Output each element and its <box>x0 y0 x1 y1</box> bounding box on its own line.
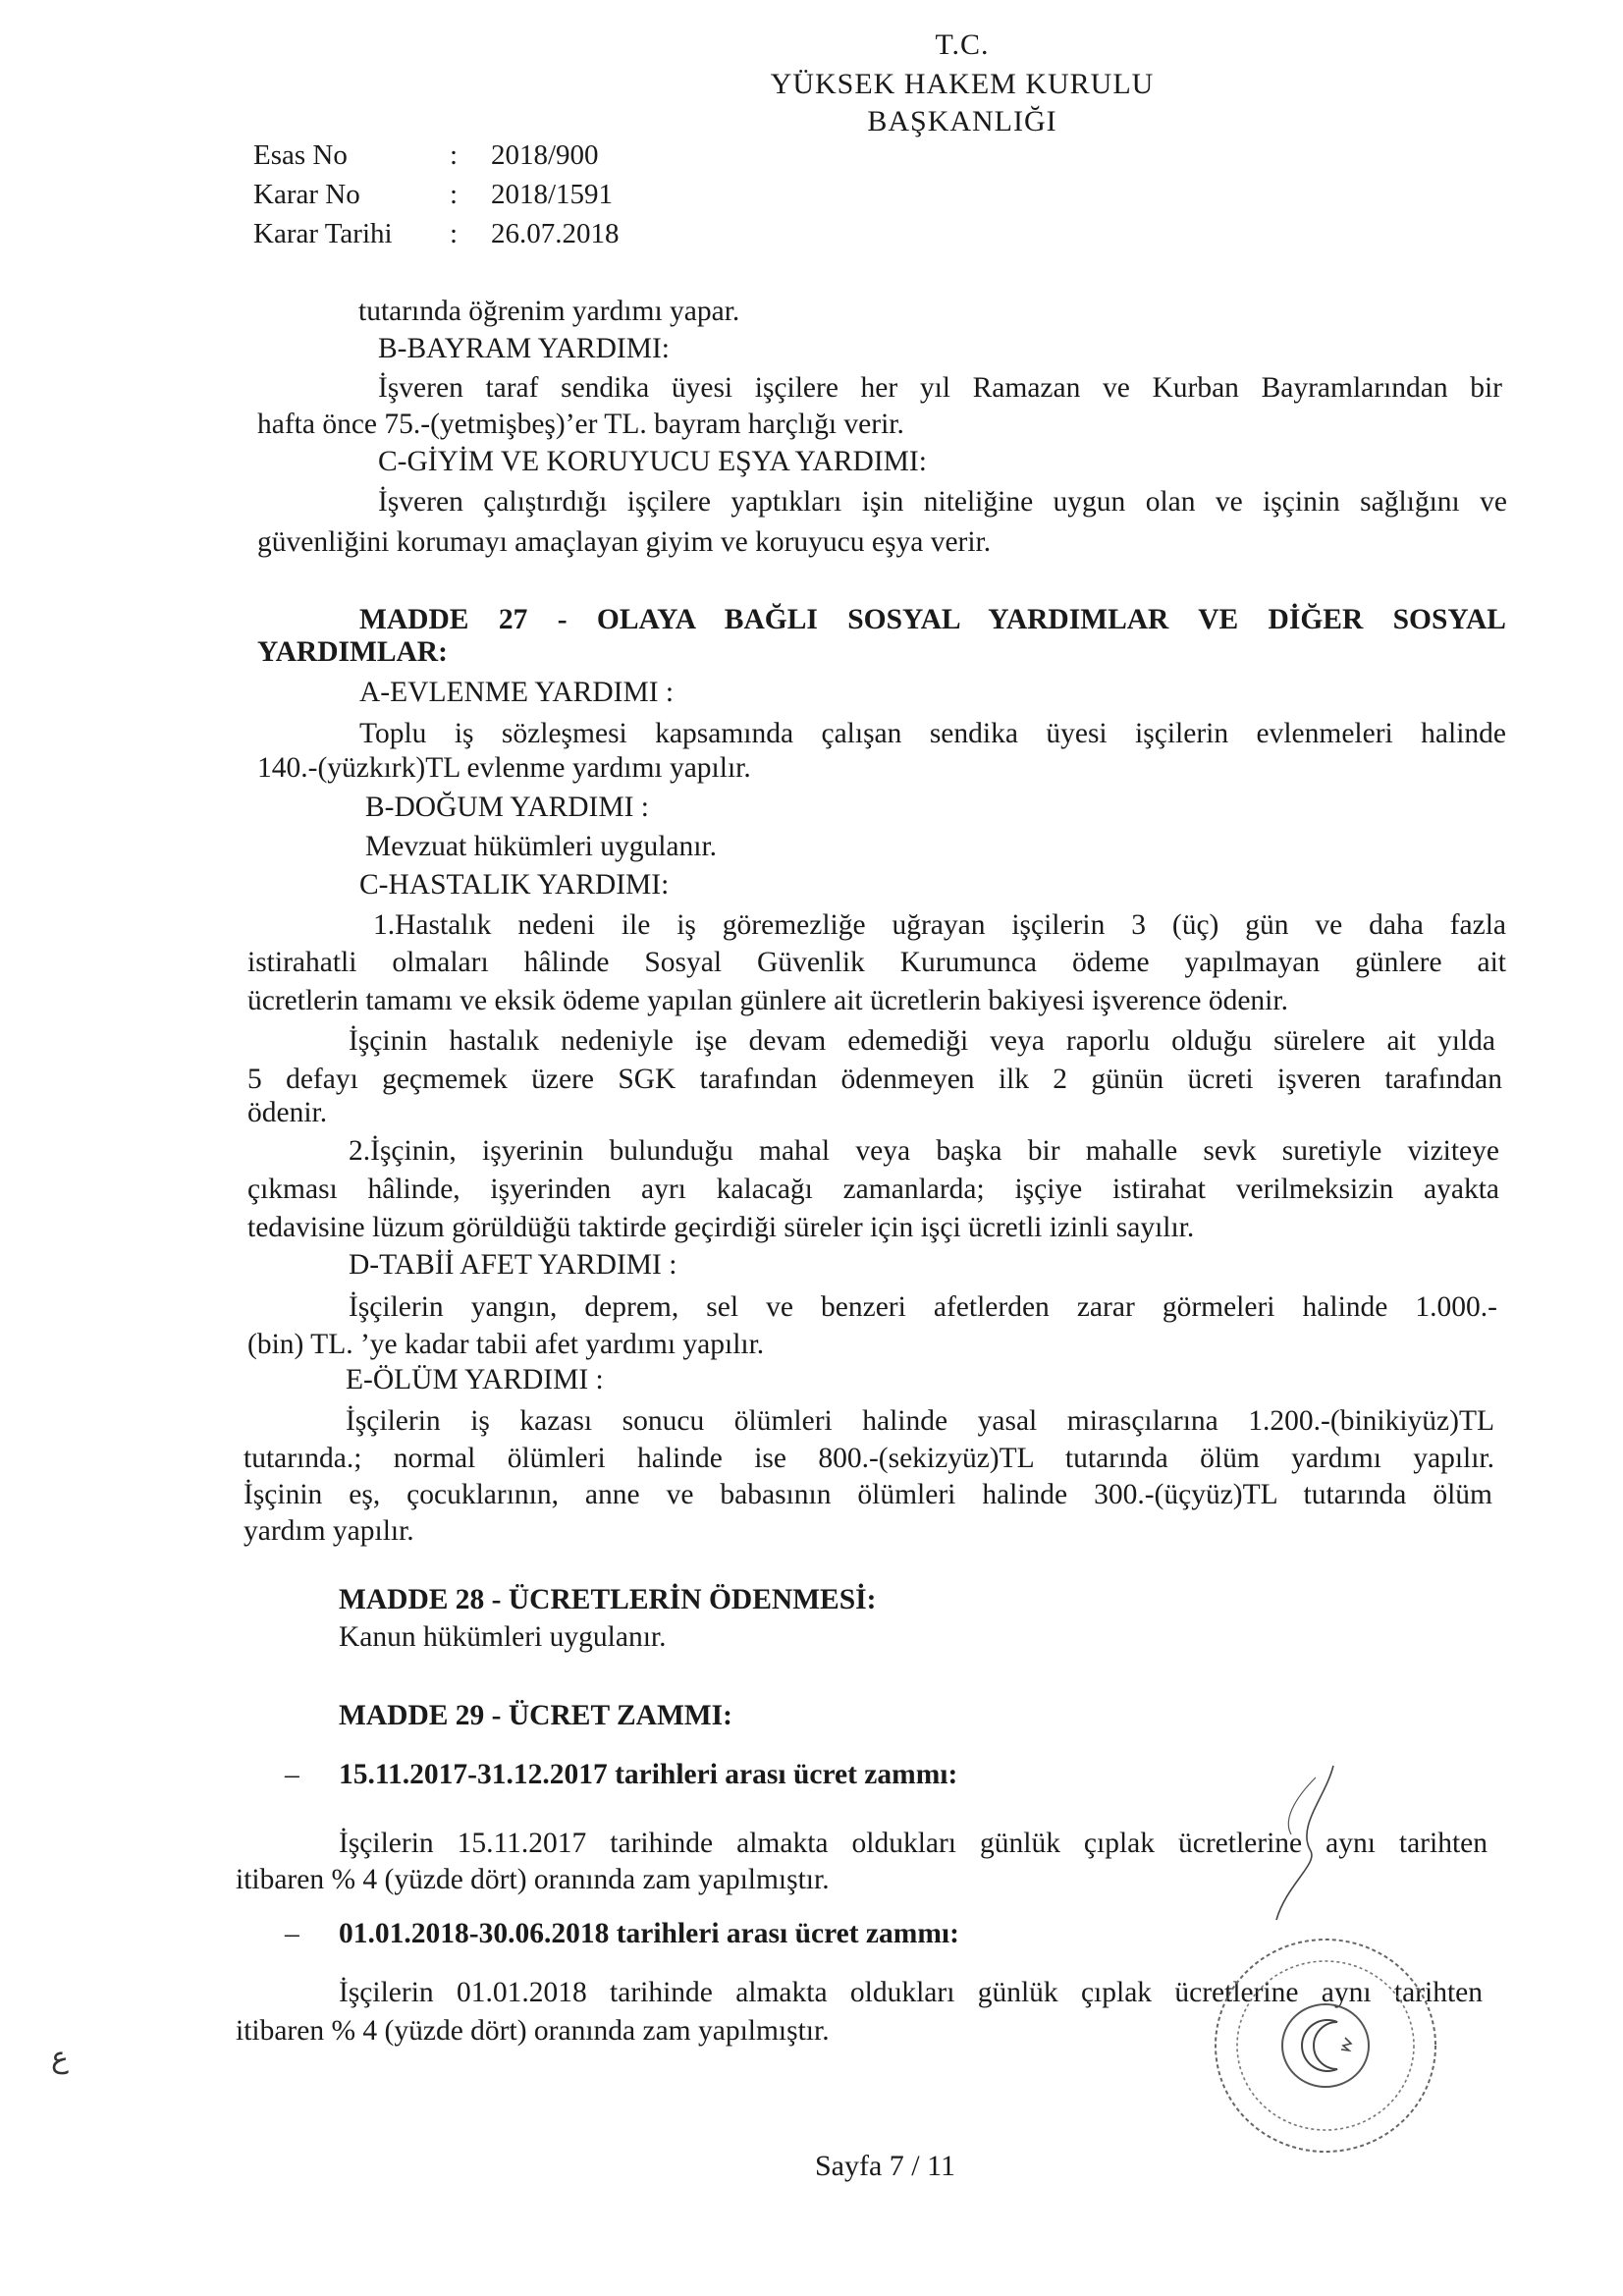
meta-row-esas <box>253 136 620 175</box>
meta-value: 2018/1591 <box>491 179 614 210</box>
header-department: BAŞKANLIĞI <box>867 105 1057 137</box>
body-line: tutarında öğrenim yardımı yapar. <box>358 296 740 327</box>
body-line: 140.-(yüzkırk)TL evlenme yardımı yapılır. <box>257 752 751 784</box>
subsection-heading: 01.01.2018-30.06.2018 tarihleri arası ücret zammı: <box>339 1918 959 1949</box>
bullet-dash: – <box>285 1759 299 1790</box>
article-heading: MADDE 29 - ÜCRET ZAMMI: <box>339 1700 732 1731</box>
header-institution: YÜKSEK HAKEM KURULU <box>770 68 1155 100</box>
body-line: yardım yapılır. <box>243 1515 414 1547</box>
section-heading: C-HASTALIK YARDIMI: <box>359 869 670 901</box>
section-heading: A-EVLENME YARDIMI : <box>359 677 675 708</box>
body-line: İşçilerin 01.01.2018 tarihinde almakta oldukları günlük çıplak ücretlerine aynı tarihten <box>339 1977 1483 2008</box>
section-heading: E-ÖLÜM YARDIMI : <box>346 1364 604 1395</box>
body-line: (bin) TL. ’ye kadar tabii afet yardımı yapılır. <box>247 1329 765 1360</box>
meta-label: Karar No <box>253 179 360 210</box>
body-line: İşçilerin iş kazası sonucu ölümleri halinde yasal mirasçılarına 1.200.-(binikiyüz)TL <box>346 1405 1494 1437</box>
subsection-heading: 15.11.2017-31.12.2017 tarihleri arası ücret zammı: <box>339 1759 958 1790</box>
body-line: ücretlerin tamamı ve eksik ödeme yapılan günlere ait ücretlerin bakiyesi işverence ödenir. <box>247 985 1288 1016</box>
body-line: Kanun hükümleri uygulanır. <box>339 1621 667 1653</box>
body-line: tedavisine lüzum görüldüğü taktirde geçirdiği süreler için işçi ücretli izinli sayılır. <box>247 1212 1195 1243</box>
article-heading: MADDE 28 - ÜCRETLERİN ÖDENMESİ: <box>339 1584 877 1615</box>
body-line: Toplu iş sözleşmesi kapsamında çalışan sendika üyesi işçilerin evlenmeleri halinde <box>359 718 1506 749</box>
page-number: Sayfa 7 / 11 <box>815 2150 956 2182</box>
meta-label: Karar Tarihi <box>253 218 393 249</box>
meta-sep: : <box>450 139 459 171</box>
body-line: İşçilerin yangın, deprem, sel ve benzeri afetlerden zarar görmeleri halinde 1.000.- <box>349 1291 1497 1323</box>
body-line: İşveren çalıştırdığı işçilere yaptıkları işin niteliğine uygun olan ve işçinin sağlığını ve <box>378 486 1507 518</box>
meta-label: Esas No <box>253 139 348 171</box>
header-tc: T.C. <box>935 28 990 61</box>
body-line: çıkması hâlinde, işyerinden ayrı kalacağı zamanlarda; işçiye istirahat verilmeksizin ayakta <box>247 1174 1499 1205</box>
body-line: İşveren taraf sendika üyesi işçilere her yıl Ramazan ve Kurban Bayramlarından bir <box>378 372 1502 404</box>
meta-row-tarih <box>253 214 620 253</box>
body-line: tutarında.; normal ölümleri halinde ise 800.-(sekizyüz)TL tutarında ölüm yardımı yapılır. <box>243 1443 1494 1474</box>
body-line: İşçinin hastalık nedeniyle işe devam edemediği veya raporlu olduğu sürelere ait yılda <box>349 1025 1495 1057</box>
bullet-dash: – <box>285 1918 299 1949</box>
meta-value: 26.07.2018 <box>491 218 620 249</box>
section-heading: B-BAYRAM YARDIMI: <box>378 333 670 364</box>
body-line: İşçilerin 15.11.2017 tarihinde almakta oldukları günlük çıplak ücretlerine aynı tarihten <box>339 1828 1488 1859</box>
signature-mark <box>1257 1758 1355 1954</box>
meta-sep: : <box>450 179 459 210</box>
margin-initial-mark: ع <box>51 2042 69 2074</box>
body-line: güvenliğini korumayı amaçlayan giyim ve koruyucu eşya verir. <box>257 526 992 558</box>
body-line: İşçinin eş, çocuklarının, anne ve babasının ölümleri halinde 300.-(üçyüz)TL tutarında ölüm <box>243 1479 1492 1510</box>
body-line: Mevzuat hükümleri uygulanır. <box>365 831 718 862</box>
body-line: itibaren % 4 (yüzde dört) oranında zam yapılmıştır. <box>236 2015 830 2047</box>
body-line: itibaren % 4 (yüzde dört) oranında zam yapılmıştır. <box>236 1864 830 1895</box>
case-meta <box>253 136 620 253</box>
meta-sep: : <box>450 218 459 249</box>
meta-value: 2018/900 <box>491 139 599 171</box>
section-heading: B-DOĞUM YARDIMI : <box>365 792 649 823</box>
section-heading: C-GİYİM VE KORUYUCU EŞYA YARDIMI: <box>378 446 927 477</box>
body-line: hafta önce 75.-(yetmişbeş)’er TL. bayram harçlığı verir. <box>257 409 904 440</box>
section-heading: D-TABİİ AFET YARDIMI : <box>349 1249 677 1281</box>
official-stamp <box>1208 1930 1443 2160</box>
body-line: 1.Hastalık nedeni ile iş göremezliğe uğrayan işçilerin 3 (üç) gün ve daha fazla <box>373 909 1506 941</box>
body-line: ödenir. <box>247 1097 328 1128</box>
body-line: 5 defayı geçmemek üzere SGK tarafından ödenmeyen ilk 2 günün ücreti işveren tarafından <box>247 1064 1502 1095</box>
article-heading: MADDE 27 - OLAYA BAĞLI SOSYAL YARDIMLAR VE DİĞER SOSYAL <box>359 604 1506 635</box>
body-line: istirahatli olmaları hâlinde Sosyal Güvenlik Kurumunca ödeme yapılmayan günlere ait <box>247 947 1506 978</box>
body-line: 2.İşçinin, işyerinin bulunduğu mahal veya başka bir mahalle sevk suretiyle viziteye <box>349 1135 1499 1167</box>
article-heading-cont: YARDIMLAR: <box>257 636 448 668</box>
meta-row-karar <box>253 175 620 214</box>
